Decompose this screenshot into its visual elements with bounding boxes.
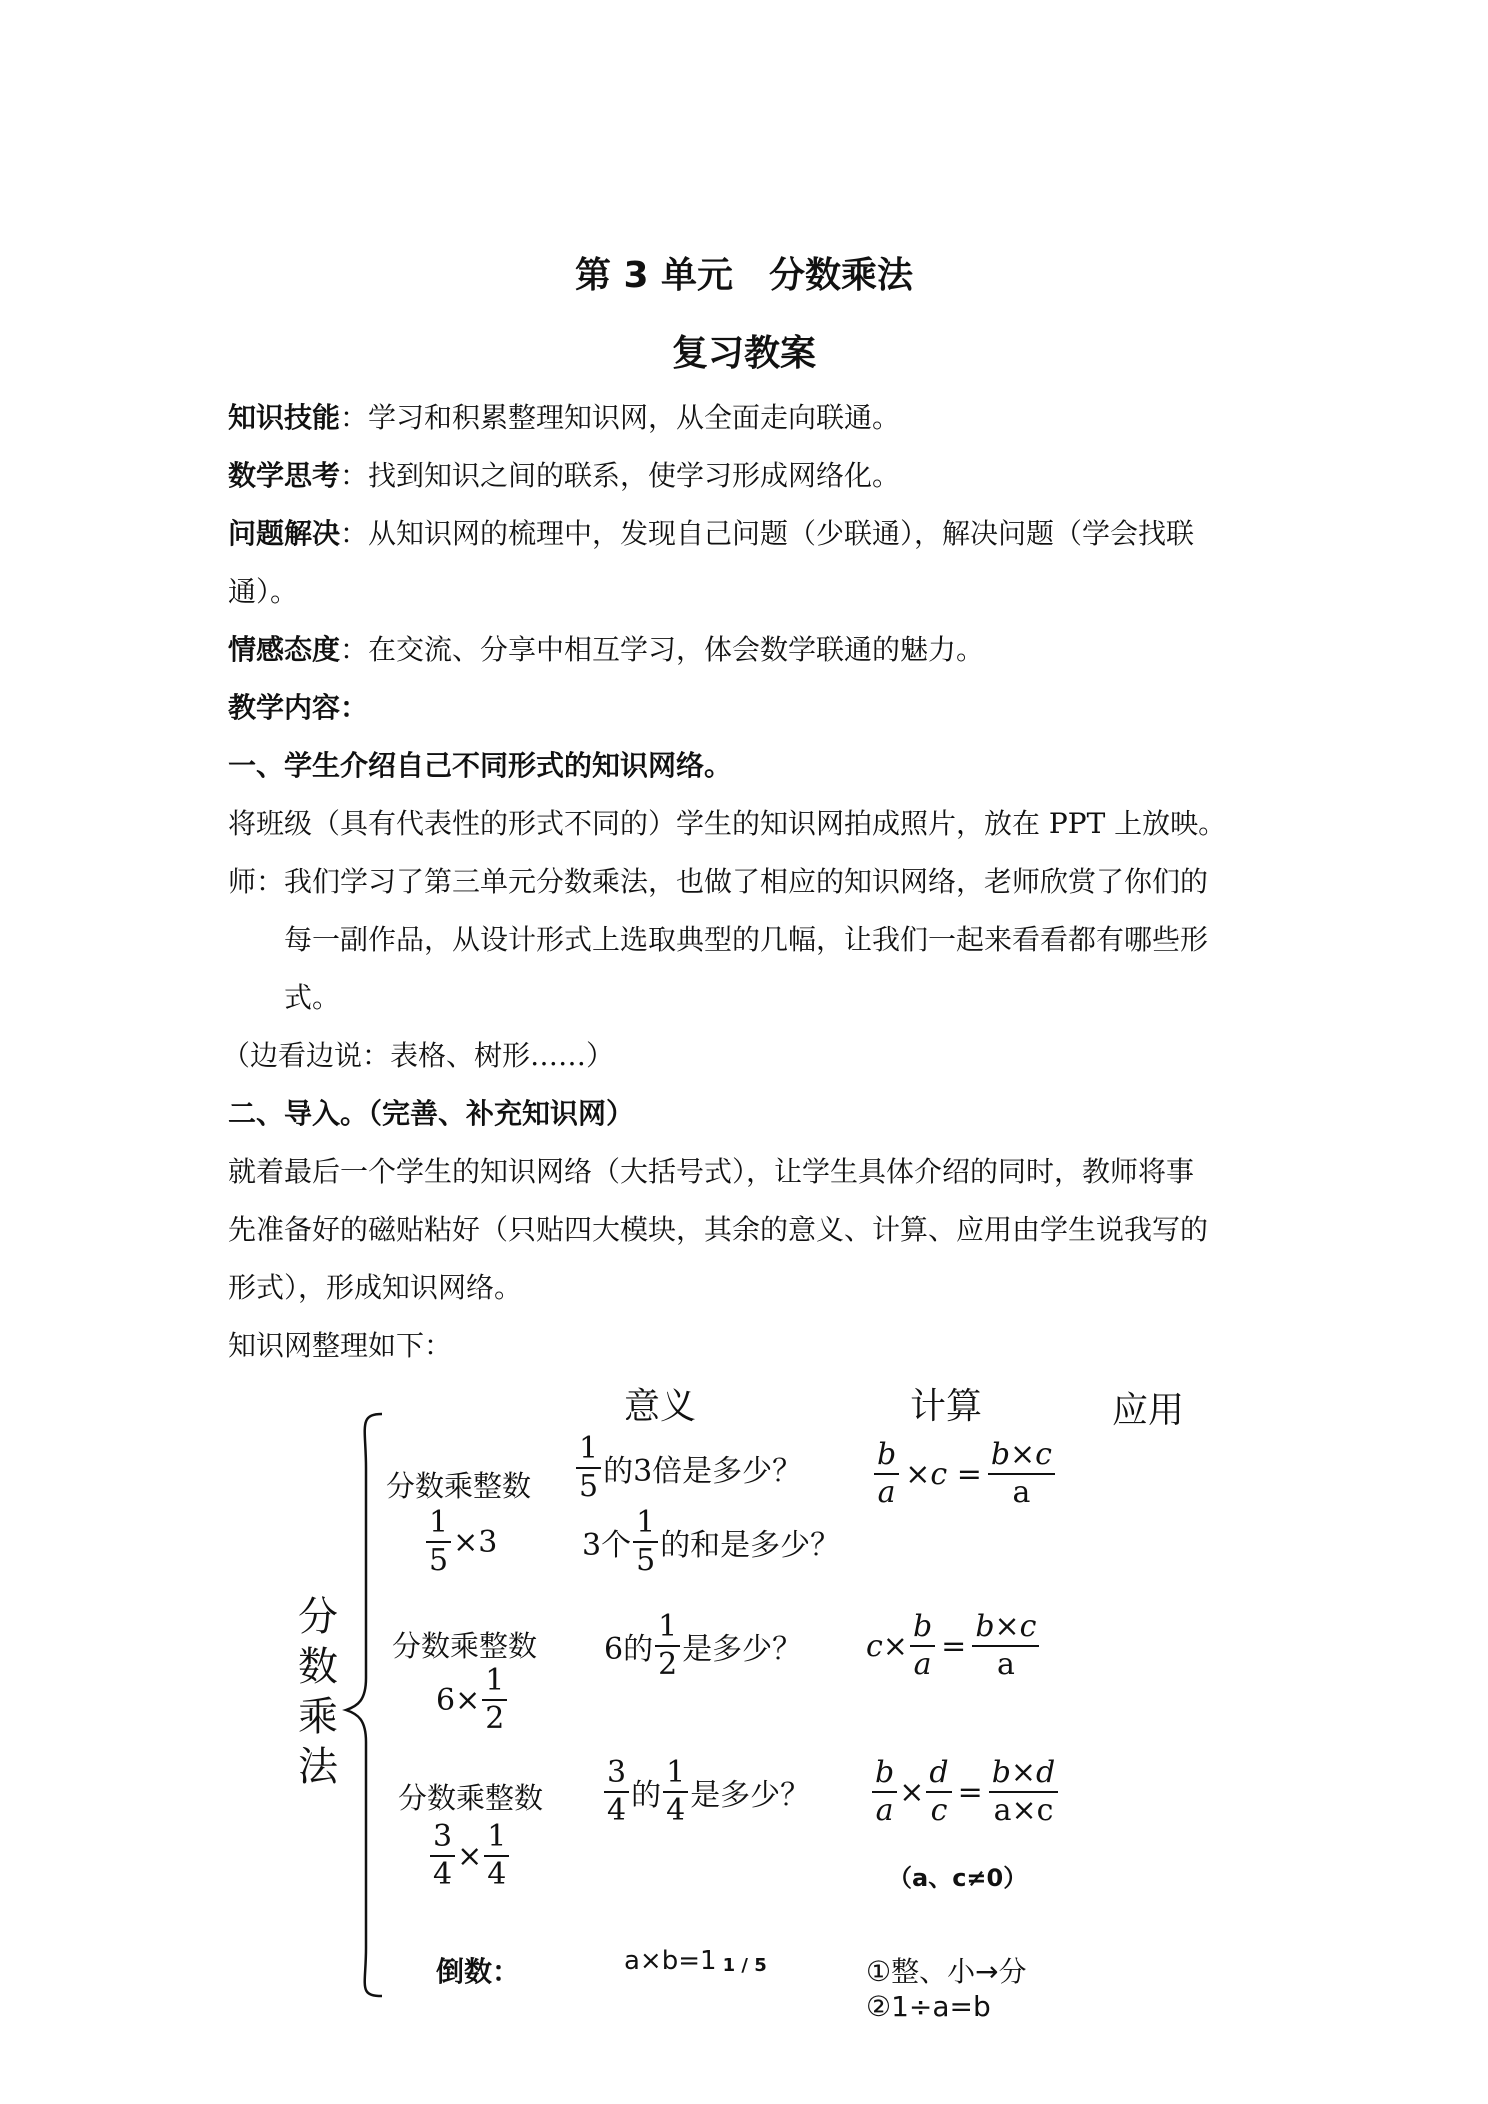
row2-name: 分数乘整数 — [392, 1629, 538, 1663]
row3-condition: （a、c≠0） — [888, 1864, 1028, 1892]
row3-calc: $\frac{b}{a}$ × $\frac{d}{c}$ = $\frac{b\times d}{a\times c}$ — [870, 1758, 1060, 1826]
fraction: $\frac{b}{a}$ — [910, 1612, 935, 1680]
row1-calc: $\frac{b}{a}$ ×c = $\frac{b\times c}{a}$ — [872, 1440, 1057, 1508]
objective-line — [228, 456, 1278, 496]
root-char: 乘 — [298, 1694, 338, 1740]
objective-text: 通）。 — [228, 575, 299, 608]
objective-label: 情感态度 — [228, 633, 341, 666]
section2-paragraph-line: 就着最后一个学生的知识网络（大括号式），让学生具体介绍的同时，教师将事 — [228, 1155, 1195, 1188]
root-char: 数 — [298, 1644, 338, 1690]
fraction: $\frac{b\times d}{a\times c}$ — [989, 1758, 1059, 1826]
fraction: $\frac{b\times c}{a}$ — [972, 1612, 1039, 1680]
row4-note-1: ①整、小→分 — [866, 1955, 1027, 1988]
fraction: $\frac{1}{5}$ — [426, 1508, 451, 1576]
row2-calc: c× $\frac{b}{a}$ = $\frac{b\times c}{a}$ — [866, 1612, 1041, 1680]
section1-teacher-line: 师：我们学习了第三单元分数乘法，也做了相应的知识网络，老师欣赏了你们的 — [228, 865, 1209, 898]
row4-formula: a×b=1 1 / 5 — [624, 1946, 767, 1976]
objective-label: 数学思考 — [228, 459, 341, 492]
document-title: 第 3 单元 分数乘法 — [574, 255, 914, 296]
root-label — [288, 1592, 348, 1792]
fraction: $\frac{1}{5}$ — [576, 1434, 601, 1502]
row4-note-2: ②1÷a=b — [866, 1990, 991, 2023]
fraction: $\frac{b}{a}$ — [874, 1440, 899, 1508]
fraction: $\frac{3}{4}$ — [604, 1758, 629, 1826]
section1-teacher-line: 每一副作品，从设计形式上选取典型的几幅，让我们一起来看看都有哪些形 — [284, 923, 1209, 956]
objective-line — [228, 630, 1278, 670]
section2-heading: 二、导入。（完善、补充知识网） — [228, 1097, 635, 1130]
objective-line — [228, 514, 1278, 554]
fraction: $\frac{1}{2}$ — [482, 1666, 507, 1734]
row2-meaning: 6的 $\frac{1}{2}$ 是多少？ — [604, 1609, 803, 1682]
objective-line — [228, 398, 1278, 438]
root-char: 法 — [298, 1744, 338, 1790]
root-char: 分 — [298, 1594, 338, 1640]
header-calc: 计算 — [910, 1386, 983, 1427]
row1-example: $\frac{1}{5}$ ×3 — [424, 1508, 497, 1576]
row1-name: 分数乘整数 — [386, 1469, 532, 1503]
objective-label: 知识技能 — [228, 401, 341, 434]
objective-text: ：学习和积累整理知识网，从全面走向联通。 — [340, 401, 901, 434]
network-intro: 知识网整理如下： — [228, 1329, 453, 1362]
objective-text: ：从知识网的梳理中，发现自己问题（少联通），解决问题（学会找联 — [340, 517, 1195, 550]
objective-text: ：在交流、分享中相互学习，体会数学联通的魅力。 — [340, 633, 985, 666]
section1-note: （边看边说：表格、树形……） — [222, 1039, 615, 1072]
fraction: $\frac{3}{4}$ — [430, 1822, 455, 1890]
row1-meaning-2: 3个 $\frac{1}{5}$ 的和是多少？ — [582, 1505, 841, 1578]
content-heading: 教学内容： — [228, 691, 369, 724]
fraction: $\frac{1}{4}$ — [663, 1758, 688, 1826]
row4-name: 倒数： — [436, 1955, 521, 1988]
objective-text: ：找到知识之间的联系，使学习形成网络化。 — [340, 459, 901, 492]
fraction: $\frac{1}{5}$ — [633, 1508, 658, 1576]
fraction: $\frac{b\times c}{a}$ — [988, 1440, 1055, 1508]
objective-line — [228, 572, 1278, 612]
section2-paragraph-line: 形式），形成知识网络。 — [228, 1271, 523, 1304]
section1-paragraph: 将班级（具有代表性的形式不同的）学生的知识网拍成照片，放在 PPT 上放映。 — [228, 807, 1227, 840]
section1-teacher-line: 式。 — [284, 981, 341, 1014]
row3-meaning: $\frac{3}{4}$ 的 $\frac{1}{4}$ 是多少？ — [602, 1758, 810, 1826]
fraction: $\frac{1}{2}$ — [655, 1612, 680, 1680]
row3-example: $\frac{3}{4}$ × $\frac{1}{4}$ — [428, 1822, 511, 1890]
section2-paragraph-line: 先准备好的磁贴粘好（只贴四大模块，其余的意义、计算、应用由学生说我写的 — [228, 1213, 1209, 1246]
row2-example: 6× $\frac{1}{2}$ — [436, 1666, 509, 1734]
row3-name: 分数乘整数 — [398, 1781, 544, 1815]
header-meaning: 意义 — [624, 1386, 697, 1427]
fraction: $\frac{b}{a}$ — [872, 1758, 897, 1826]
objective-label: 问题解决 — [228, 517, 341, 550]
row1-meaning-1: $\frac{1}{5}$ 的3倍是多少？ — [574, 1434, 802, 1502]
header-application: 应用 — [1112, 1390, 1185, 1431]
fraction: $\frac{d}{c}$ — [926, 1758, 951, 1826]
fraction: $\frac{1}{4}$ — [484, 1822, 509, 1890]
section1-heading: 一、学生介绍自己不同形式的知识网络。 — [228, 749, 733, 782]
document-subtitle: 复习教案 — [671, 333, 816, 374]
